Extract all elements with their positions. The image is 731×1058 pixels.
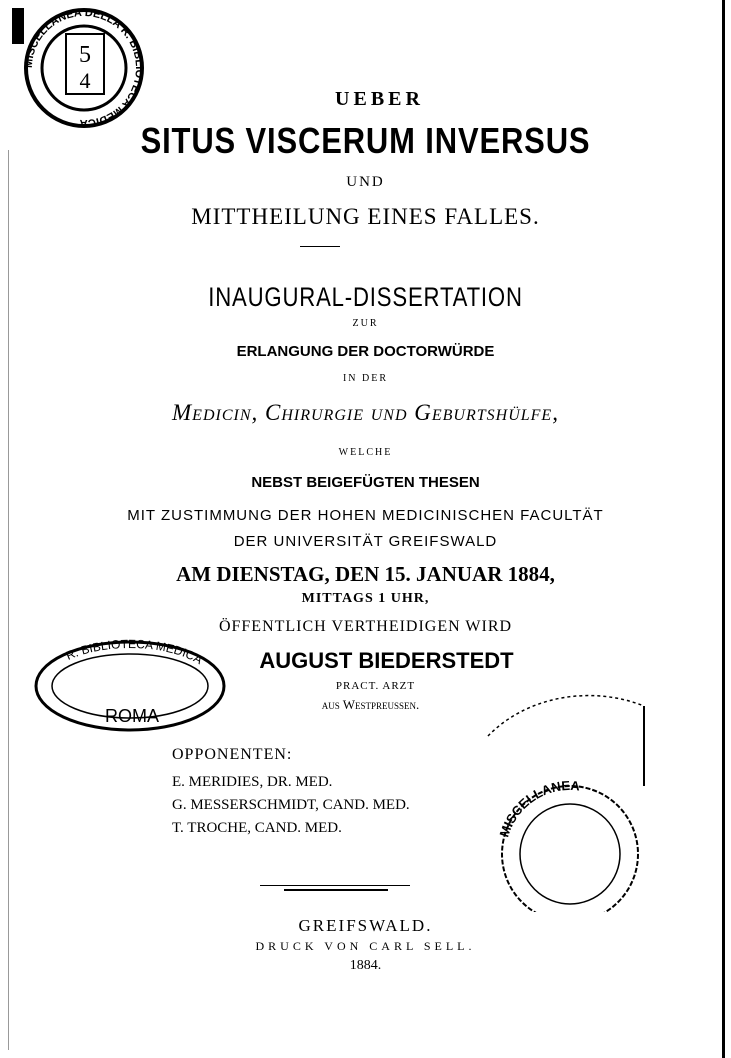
library-stamp-right <box>458 676 654 912</box>
stamp-ring-text-roma: R. BIBLIOTECA MEDICA <box>63 636 206 668</box>
universitaet-line: DER UNIVERSITÄT GREIFSWALD <box>233 533 498 550</box>
opponents-heading: OPPONENTEN: <box>172 746 293 763</box>
page-edge-shadow <box>722 0 725 1058</box>
faculties-line: Medicin, Chirurgie und Geburtshülfe, <box>172 400 559 425</box>
imprint-rule-top <box>260 885 410 886</box>
opponent-item: E. MERIDIES, DR. MED. <box>172 774 333 790</box>
imprint-city: GREIFSWALD. <box>298 916 433 935</box>
stamp-number-2: 4 <box>79 68 91 93</box>
stamp-city-roma: ROMA <box>105 706 159 726</box>
imprint-printer: DRUCK VON CARL SELL. <box>255 939 476 953</box>
author-origin: aus Westpreussen. <box>321 697 420 712</box>
in-der-label: IN DER <box>342 373 389 384</box>
erlangung-line: ERLANGUNG DER DOCTORWÜRDE <box>236 343 495 360</box>
stamp-number-1: 5 <box>79 42 91 68</box>
imprint-rule-bottom <box>284 889 388 891</box>
author-name: AUGUST BIEDERSTEDT <box>259 648 514 673</box>
imprint-year: 1884. <box>349 958 382 973</box>
opponent-item: G. MESSERSCHMIDT, CAND. MED. <box>172 797 410 813</box>
oeffentlich-line: ÖFFENTLICH VERTHEIDIGEN WIRD <box>218 618 513 635</box>
svg-text:MISCELLANEA <box>496 778 581 839</box>
zustimmung-line: MIT ZUSTIMMUNG DER HOHEN MEDICINISCHEN FACULTÄT <box>127 507 604 524</box>
opponent-item: T. TROCHE, CAND. MED. <box>172 820 342 836</box>
title-divider <box>300 246 340 247</box>
stamp-ring-text-right: MISCELLANEA <box>496 777 581 840</box>
thesen-line: NEBST BEIGEFÜGTEN THESEN <box>251 474 480 491</box>
date-line: AM DIENSTAG, DEN 15. JANUAR 1884, <box>176 562 555 586</box>
und-label: UND <box>346 174 385 190</box>
subtitle: MITTHEILUNG EINES FALLES. <box>191 204 540 229</box>
ueber-label: UEBER <box>335 88 424 110</box>
zur-label: ZUR <box>352 318 379 329</box>
main-title: SITUS VISCERUM INVERSUS <box>140 120 591 161</box>
library-stamp-top-left <box>10 6 160 131</box>
stamp-ring-text-top-left: MISCELLANEA DELLA R. BIBLIOTECA MEDICA <box>22 6 146 130</box>
author-title: PRACT. ARZT <box>335 680 416 692</box>
time-line: MITTAGS 1 UHR, <box>301 591 430 606</box>
dissertation-heading: INAUGURAL-DISSERTATION <box>208 282 523 312</box>
welche-label: WELCHE <box>338 447 393 458</box>
